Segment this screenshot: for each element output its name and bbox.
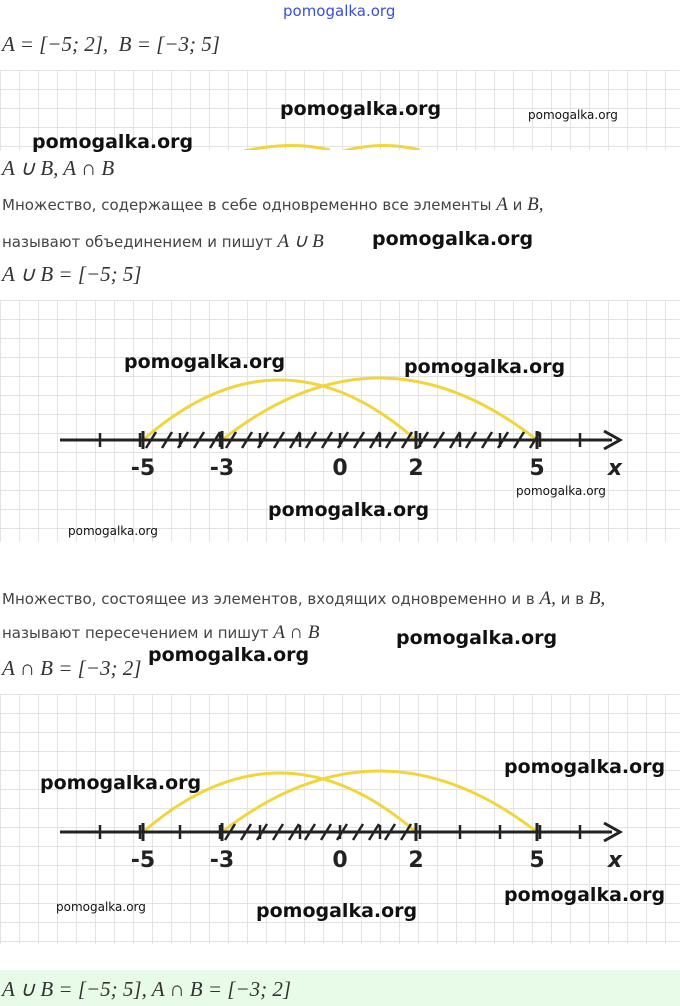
watermark: pomogalka.org (32, 131, 194, 153)
task-expression: A ∪ B, A ∩ B (2, 156, 115, 180)
watermark: pomogalka.org (148, 644, 310, 666)
union-symbol: A ∪ B (277, 231, 324, 252)
axis-label: x (607, 456, 623, 481)
watermark: pomogalka.org (124, 351, 286, 373)
tick-label: 5 (529, 848, 545, 873)
watermark: pomogalka.org (56, 900, 146, 914)
tick-label: 2 (408, 848, 424, 873)
intersection-def-text2: называют пересечением и пишут (2, 624, 269, 642)
arc-set-b (222, 771, 537, 832)
watermark: pomogalka.org (268, 499, 430, 521)
var-a: A (496, 194, 508, 215)
var-b: B, (588, 588, 606, 609)
watermark: pomogalka.org (504, 884, 666, 906)
conj: и в (560, 590, 585, 608)
watermark: pomogalka.org (504, 756, 666, 778)
conj: и (512, 196, 523, 214)
watermark: pomogalka.org (396, 627, 558, 649)
watermark: pomogalka.org (372, 228, 534, 250)
tick-label: 0 (332, 456, 348, 481)
given-b: B = [−3; 5] (118, 32, 220, 56)
watermark: pomogalka.org (40, 772, 202, 794)
union-def-text: Множество, содержащее в себе одновременно все элементы (2, 196, 492, 214)
tick-label: 5 (529, 456, 545, 481)
tick-label: -3 (209, 456, 235, 481)
intersection-def-text: Множество, состоящее из элементов, входящих одновременно и в (2, 590, 535, 608)
arc-set-b (222, 378, 537, 440)
intersection-definition-line1 (2, 588, 605, 610)
intersection-definition-line2 (2, 622, 320, 644)
given-sets (2, 32, 220, 57)
union-result: A ∪ B = [−5; 5] (2, 262, 142, 286)
watermark: pomogalka.org (256, 900, 418, 922)
answer-text: A ∪ B = [−5; 5], A ∩ B = [−3; 2] (2, 977, 292, 1001)
watermark: pomogalka.org (68, 524, 158, 538)
tick-label: -3 (209, 848, 235, 873)
intersection-symbol: A ∩ B (273, 622, 320, 643)
intersection-result: A ∩ B = [−3; 2] (2, 656, 142, 680)
watermark: pomogalka.org (404, 356, 566, 378)
watermark: pomogalka.org (280, 98, 442, 120)
answer-box (0, 970, 680, 1006)
tick-label: -5 (130, 456, 156, 481)
watermark: pomogalka.org (516, 484, 606, 498)
var-a: A, (539, 588, 556, 609)
tick-label: 0 (332, 848, 348, 873)
tick-label: -5 (130, 848, 156, 873)
var-b: B, (527, 194, 544, 215)
axis-label: x (607, 848, 623, 873)
given-a: A = [−5; 2], (2, 32, 109, 56)
arc-set-a (143, 380, 416, 440)
watermark: pomogalka.org (528, 108, 618, 122)
tick-label: 2 (408, 456, 424, 481)
watermark-top: pomogalka.org (283, 2, 396, 20)
union-def-text2: называют объединением и пишут (2, 233, 273, 251)
union-definition-line1 (2, 194, 544, 216)
union-definition-line2 (2, 230, 324, 253)
